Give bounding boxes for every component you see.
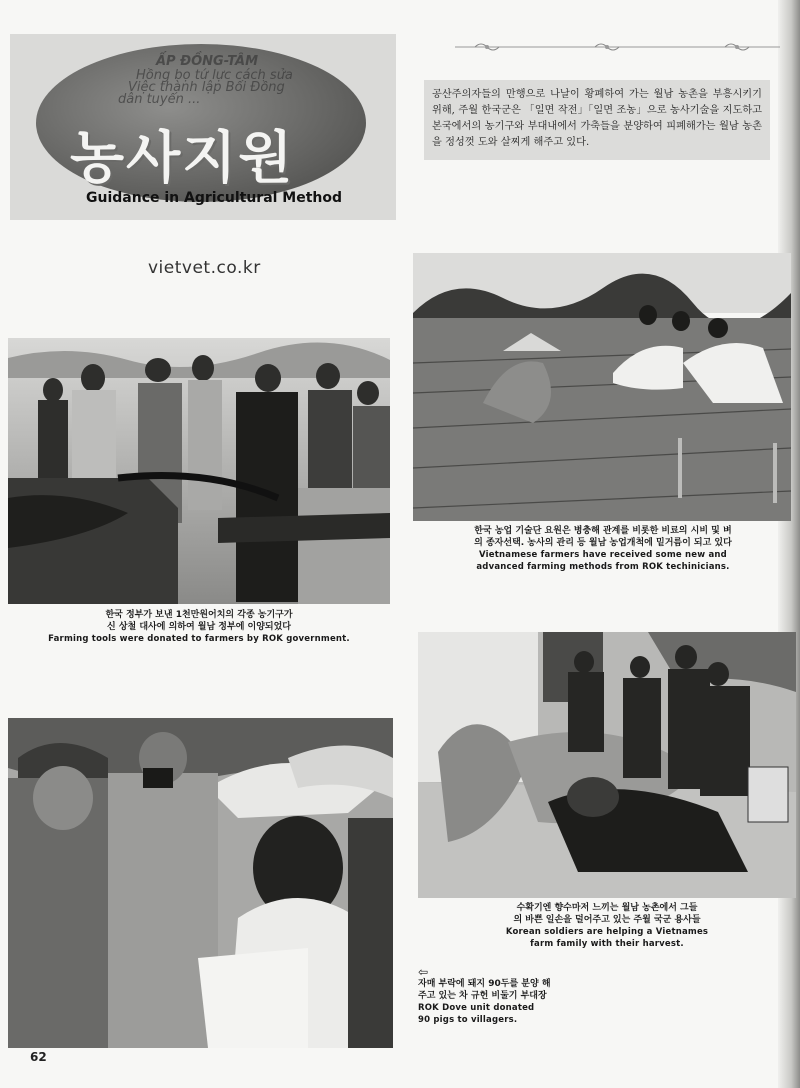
caption-english-line: Farming tools were donated to farmers by ROK government. [48,634,350,644]
photo-harvest-help [418,632,796,898]
sign-text-line: dân tuyển ... [118,92,201,107]
caption-korean-line: 자매 부락에 돼지 90두를 분양 해 [418,979,551,989]
photo-pig-donation [8,718,393,1048]
sign-text-line: Hồng bọ tứ lực cách sửa [136,68,293,83]
caption-korean-line: 의 종자선택. 농사의 관리 등 월남 농업개척에 밑거름이 되고 있다 [474,538,732,548]
caption-english-line: advanced farming methods from ROK techinicians. [476,562,730,572]
caption-english-line: 90 pigs to villagers. [418,1015,518,1025]
caption-english-line: ROK Dove unit donated [418,1003,535,1013]
caption-english-line: farm family with their harvest. [530,939,684,949]
sign-text-line: Việc thành lập Bối Đồng [128,80,285,95]
caption-pig-donation [418,966,588,1026]
page-number: 62 [30,1050,47,1064]
arrow-left-icon: ⇦ [418,965,429,979]
photo-tool-donation [8,338,390,604]
title-banner [10,34,396,220]
caption-korean-line: 주고 있는 차 규헌 비둘기 부대장 [418,991,547,1001]
intro-paragraph: 공산주의자들의 만행으로 나날이 황폐하여 가는 월남 농촌을 부흥시키기 위해, 주월 한국군은 「일면 작전」「일면 조농」으로 농사기술을 지도하고 본국에서의 농기구와 부대내에서 가축들을 분양하여 피폐해가는 월남 농촌을 정성껏 도와 살찌게 해주고 있다. [424,80,770,160]
page-title-korean: 농사지원 [70,126,295,191]
caption-korean-line: 신 상철 대사에 의하여 월남 정부에 이양되었다 [107,622,291,632]
caption-korean-line: 수확기엔 향수마저 느끼는 월남 농촌에서 그들 [516,903,698,913]
caption-tool-donation [30,609,368,645]
caption-rice-field [420,525,786,573]
caption-korean-line: 한국 농업 기술단 요원은 병충해 관계를 비롯한 비료의 시비 및 벼 [474,526,732,536]
page-title-english: Guidance in Agricultural Method [86,190,343,206]
caption-korean-line: 의 바쁜 일손을 덜어주고 있는 주월 국군 용사들 [513,915,701,925]
caption-harvest-help [424,902,790,950]
caption-english-line: Vietnamese farmers have received some new and [479,550,727,560]
photo-rice-field-guidance [413,253,791,521]
caption-korean-line: 한국 정부가 보낸 1천만원어치의 각종 농기구가 [105,610,293,620]
sign-text-line: ẤP ĐỒNG-TÂM [156,54,259,69]
watermark-text: vietvet.co.kr [148,258,261,278]
decorative-ornament-rule [455,40,780,54]
caption-english-line: Korean soldiers are helping a Vietnames [505,927,709,937]
